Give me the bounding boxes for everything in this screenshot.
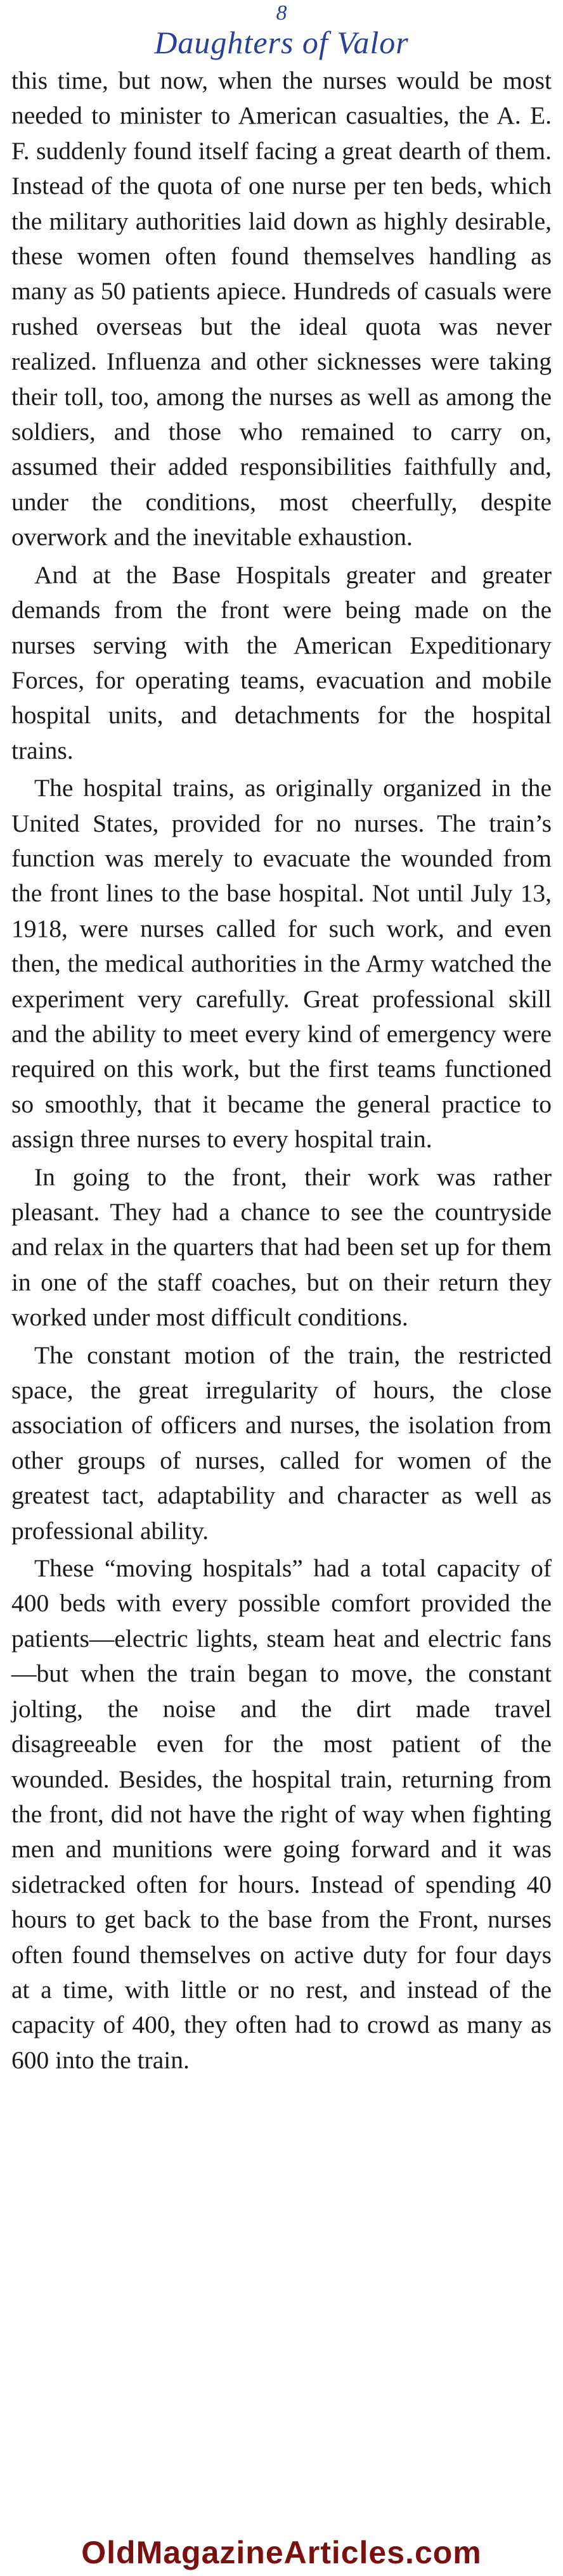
article-body <box>11 63 552 2078</box>
site-link[interactable]: OldMagazineArticles.com <box>81 2535 482 2570</box>
article-paragraph: this time, but now, when the nurses would be most needed to minister to American casualties, the A. E. F. suddenly found itself facing a great dearth of them. Instead of the quota of one nurse per ten beds, which the military authorities laid down as highly desirable, these women often found themselves handling as many as 50 patients apiece. Hundreds of casuals were rushed overseas but the ideal quota was never realized. Influenza and other sicknesses were taking their toll, too, among the nurses as well as among the soldiers, and those who remained to carry on, assumed their added responsibilities faithfully and, under the conditions, most cheerfully, despite overwork and the inevitable exhaustion. <box>11 67 552 551</box>
article-paragraph: These “moving hospitals” had a total capacity of 400 beds with every possible comfort provided the patients—electric lights, steam heat and electric fans—but when the train began to move, the constant jolting, the noise and the dirt made travel disagreeable even for the most patient of the wounded. Besides, the hospital train, returning from the front, did not have the right of way when fighting men and munitions were going forward and it was sidetracked often for hours. Instead of spending 40 hours to get back to the base from the Front, nurses often found themselves on active duty for four days at a time, with little or no rest, and instead of the capacity of 400, they often had to crowd as many as 600 into the train. <box>11 1554 552 2074</box>
page-number: 8 <box>276 1 287 25</box>
page-title: Daughters of Valor <box>154 25 409 60</box>
site-watermark[interactable] <box>0 2534 563 2571</box>
article-paragraph: And at the Base Hospitals greater and greater demands from the front were being made on the nurses serving with the American Expeditionary Forces, for operating teams, evacuation and mobile hospital units, and detachments for the hospital trains. <box>11 560 552 764</box>
article-paragraph: The constant motion of the train, the restricted space, the great irregularity of hours, the close association of officers and nurses, the isolation from other groups of nurses, called for women of the greatest tact, adaptability and character as well as professional ability. <box>11 1341 552 1545</box>
article-paragraph: The hospital trains, as originally organized in the United States, provided for no nurses. The train’s function was merely to evacuate the wounded from the front lines to the base hospital. Not until July 13, 1918, were nurses called for such work, and even then, the medical authorities in the Army watched the experiment very carefully. Great professional skill and the ability to meet every kind of emergency were required on this work, but the first teams functioned so smoothly, that it became the general practice to assign three nurses to every hospital train. <box>11 774 552 1154</box>
article-paragraph: In going to the front, their work was rather pleasant. They had a chance to see the countryside and relax in the quarters that had been set up for them in one of the staff coaches, but on their return they worked under most difficult conditions. <box>11 1162 552 1332</box>
